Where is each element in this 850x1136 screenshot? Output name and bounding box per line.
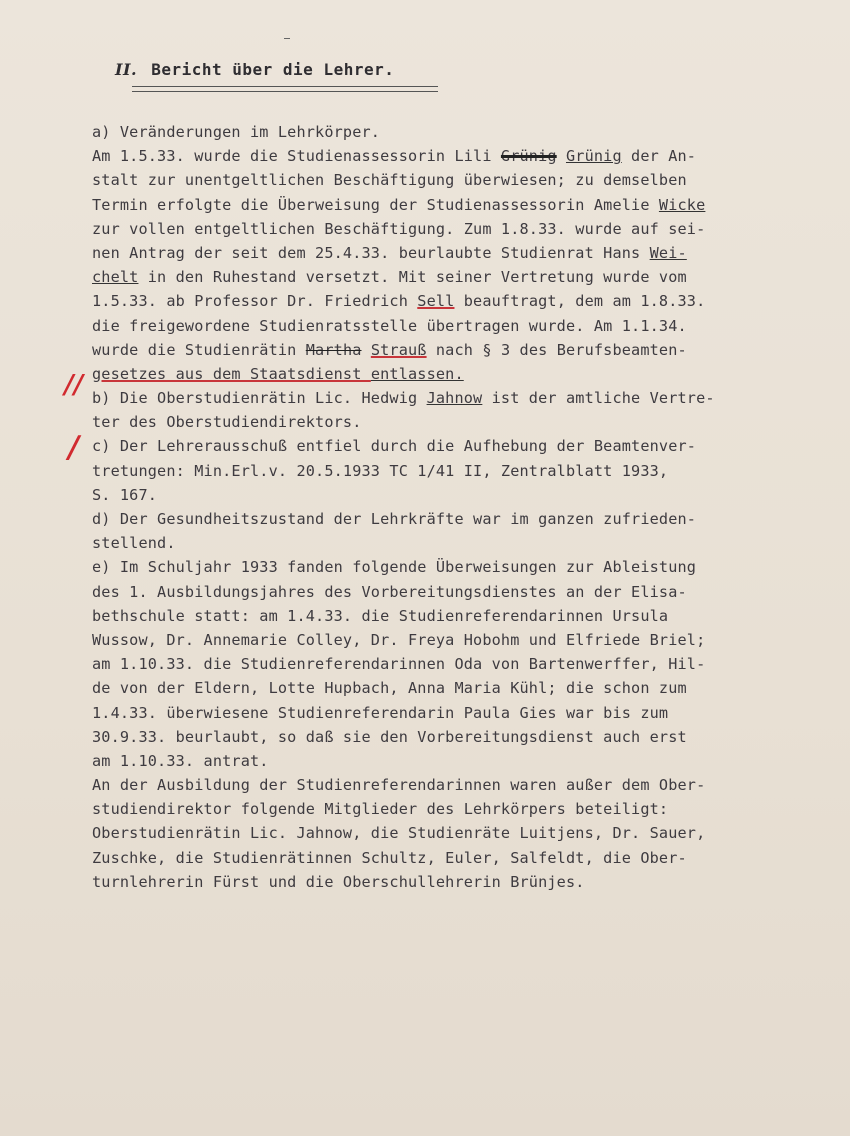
text-line: 1.5.33. ab Professor Dr. Friedrich Sell beauftragt, dem am 1.8.33. [92, 292, 706, 311]
text-line: Oberstudienrätin Lic. Jahnow, die Studienräte Luitjens, Dr. Sauer, [92, 824, 706, 843]
underlined-word: entlassen. [370, 364, 464, 383]
text-line: Termin erfolgte die Überweisung der Studienassessorin Amelie Wicke [92, 195, 706, 214]
text-line: stellend. [92, 534, 176, 553]
text-line: die freigewordene Studienratsstelle übertragen wurde. Am 1.1.34. [92, 316, 687, 335]
text-line: b) Die Oberstudienrätin Lic. Hedwig Jahnow ist der amtliche Vertre- [92, 389, 715, 408]
underlined-name: Strauß [370, 340, 427, 359]
section-heading [115, 60, 394, 79]
text-line: turnlehrerin Fürst und die Oberschullehrerin Brünjes. [92, 872, 585, 891]
margin-mark-double: // [64, 370, 83, 400]
underlined-name: Sell [417, 292, 455, 311]
overtyped-word: Martha [305, 340, 362, 359]
text-line: stalt zur unentgeltlichen Beschäftigung überwiesen; zu demselben [92, 171, 687, 190]
underlined-name: Wicke [658, 195, 706, 214]
text-line: c) Der Lehrerausschuß entfiel durch die Aufhebung der Beamtenver- [92, 437, 697, 456]
text-line: e) Im Schuljahr 1933 fanden folgende Überweisungen zur Ableistung [92, 558, 697, 577]
underlined-name: Jahnow [426, 389, 483, 408]
text-line: tretungen: Min.Erl.v. 20.5.1933 TC 1/41 II, Zentralblatt 1933, [92, 461, 669, 480]
text-line: nen Antrag der seit dem 25.4.33. beurlaubte Studienrat Hans Wei- [92, 243, 687, 262]
text-line: de von der Eldern, Lotte Hupbach, Anna Maria Kühl; die schon zum [92, 679, 687, 698]
text-line: ter des Oberstudiendirektors. [92, 413, 362, 432]
text-line: des 1. Ausbildungsjahres des Vorbereitungsdienstes an der Elisa- [92, 582, 687, 601]
text-line: 1.4.33. überwiesene Studienreferendarin Paula Gies war bis zum [92, 703, 669, 722]
text-line: Wussow, Dr. Annemarie Colley, Dr. Freya Hobohm und Elfriede Briel; [92, 630, 706, 649]
section-title: Bericht über die Lehrer. [151, 60, 395, 79]
text-line: 30.9.33. beurlaubt, so daß sie den Vorbereitungsdienst auch erst [92, 727, 687, 746]
top-dash [284, 38, 290, 39]
text-line: am 1.10.33. antrat. [92, 751, 269, 770]
text-line: Zuschke, die Studienrätinnen Schultz, Euler, Salfeldt, die Ober- [92, 848, 687, 867]
text-line: zur vollen entgeltlichen Beschäftigung. Zum 1.8.33. wurde auf sei- [92, 219, 706, 238]
text-line: d) Der Gesundheitszustand der Lehrkräfte war im ganzen zufrieden- [92, 510, 697, 528]
underlined-name: Grünig [565, 147, 622, 166]
text-line: S. 167. [92, 485, 158, 504]
margin-mark-single: / [68, 430, 79, 465]
struck-word: Grünig [500, 147, 557, 166]
section-number: II. [115, 60, 138, 79]
heading-double-underline [132, 86, 438, 92]
text-line: An der Ausbildung der Studienreferendarinnen waren außer dem Ober- [92, 776, 706, 795]
text-line: bethschule statt: am 1.4.33. die Studienreferendarinnen Ursula [92, 606, 669, 625]
underlined-name: Wei- [649, 243, 687, 262]
text-line: studiendirektor folgende Mitglieder des Lehrkörpers beteiligt: [92, 800, 669, 819]
text-line: wurde die Studienrätin Martha Strauß nach § 3 des Berufsbeamten- [92, 340, 687, 359]
text-line: gesetzes aus dem Staatsdienst entlassen. [92, 364, 464, 383]
text-line: chelt in den Ruhestand versetzt. Mit seiner Vertretung wurde vom [92, 268, 687, 287]
text-line: Am 1.5.33. wurde die Studienassessorin Lili Grünig Grünig der An- [92, 147, 697, 166]
text-line: am 1.10.33. die Studienreferendarinnen Oda von Bartenwerffer, Hil- [92, 655, 706, 674]
report-body [92, 120, 832, 894]
text-line: a) Veränderungen im Lehrkörper. [92, 123, 381, 141]
underlined-name: chelt [92, 268, 139, 287]
